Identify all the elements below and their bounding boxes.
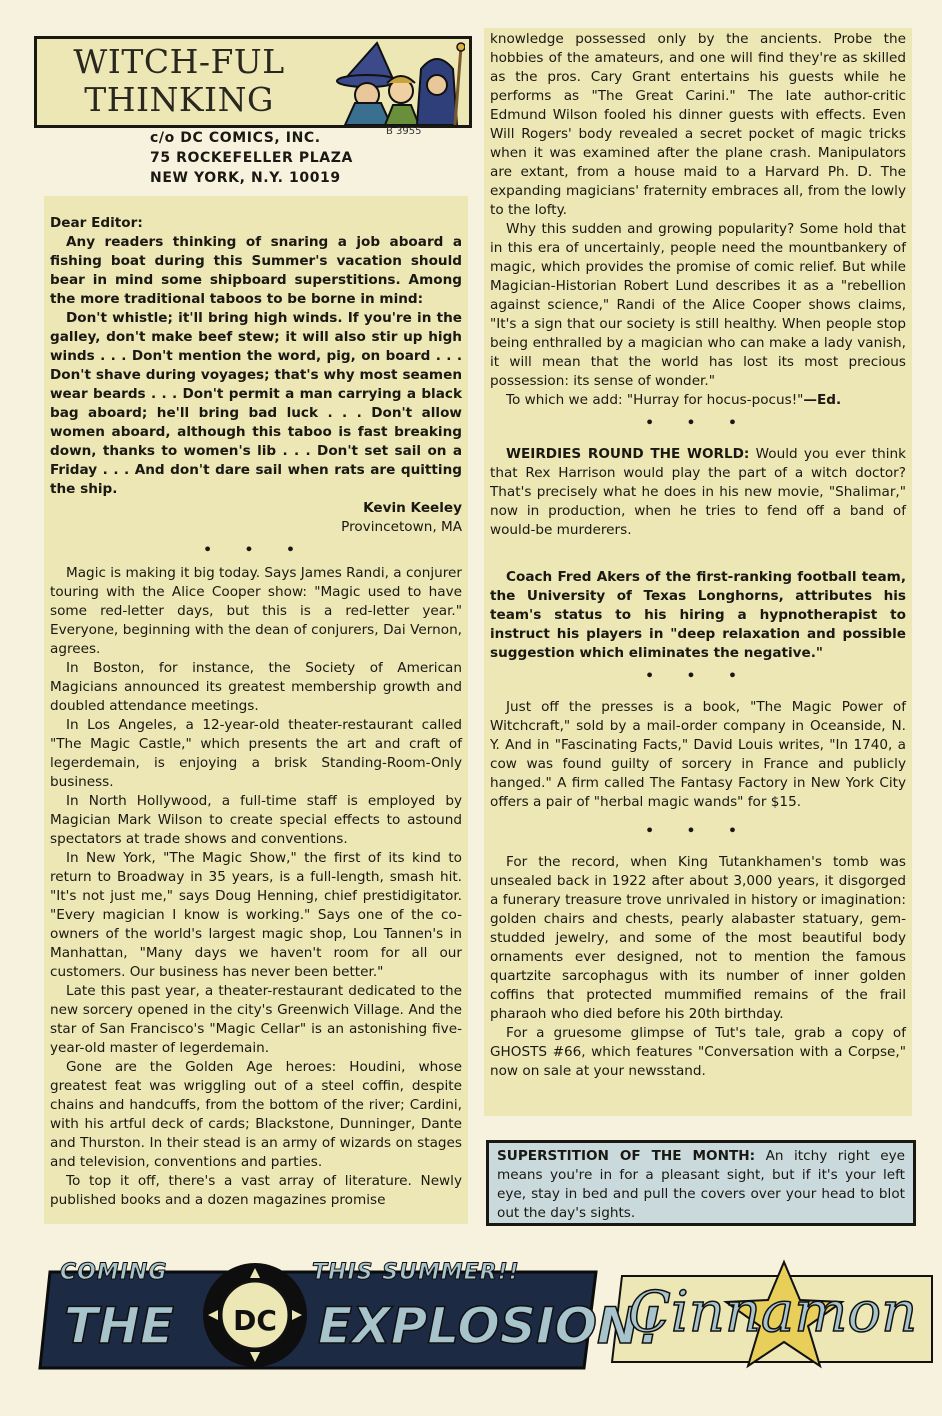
letter-paragraph: Don't whistle; it'll bring high winds. If you're in the galley, don't make beef stew; it will also stir up high winds . . . Don't mention the word, pig, on board . . . Don't shave during voyages; that's why most seamen wear beards . . . Don't permit a man carrying a black bag aboard; he'll bring bad luck . . . Don't allow women aboard, although this taboo is fast breaking down, thanks to women's lib . . . Don't set sail on a Friday . . . And don't dare sail when rats are quitting the ship. [50,310,462,497]
letter-paragraph: Any readers thinking of snaring a job aboard a fishing boat during this Summer's vacation should bear in mind some shipboard superstitions. Among the more traditional taboos to be borne in mind: [50,234,462,307]
cinnamon-text: Cinnamon [628,1280,918,1345]
editor-reply-text: To which we add: "Hurray for hocus-pocus!" [506,392,804,408]
article-paragraph: Gone are the Golden Age heroes: Houdini, whose greatest feat was wriggling out of a steel coffin, despite chains and handcuffs, from the bottom of the river; Cardini, with his artful deck of cards; Blackstone, Dunninger, Dante and Thurston. In their stead is an army of wizards on stages and television, conventions and parties. [50,1059,462,1170]
article-paragraph: knowledge possessed only by the ancients. Probe the hobbies of the amateurs, and one will find they're as skilled as the pros. Cary Grant entertains his guests while he performs as "The Great Carini." The late author-critic Edmund Wilson fooled his dinner guests with effects. Even Will Rogers' body revealed a secret pocket of magic tricks when it was examined after the plane crash. Manipulators are extant, from a house maid to a Harvard Ph. D. The expanding magicians' fraternity embraces all, from the lowly to the lofty. [490,31,906,218]
article-paragraph: Magic is making it big today. Says James Randi, a conjurer touring with the Alice Cooper show: "Magic used to have some red-letter days, but this is a red-letter year." Everyone, beginning with the dean of conjurers, Dai Vernon, agrees. [50,565,462,657]
title-line-2: THINKING [84,80,274,119]
article-paragraph: Just off the presses is a book, "The Magic Power of Witchcraft," sold by a mail-order company in Oceanside, N. Y. And in "Fascinating Facts," David Louis writes, "In 1740, a cow was found guilty of sorcery in France and publicly hanged." A firm called The Fantasy Factory in New York City offers a pair of "herbal magic wands" for $15. [490,699,906,810]
ad-this-summer: THIS SUMMER!! [312,1260,520,1285]
address-line-2: 75 ROCKEFELLER PLAZA [150,150,353,166]
title-line-1: WITCH-FUL [73,42,285,81]
article-paragraph: In New York, "The Magic Show," the first of its kind to return to Broadway in 35 years, is a full-length, smash hit. "It's not just me," says Doug Henning, chief prestidigitator. "Every magician I know is working." Says one of the co-owners of the world's largest magic shop, Lou Tannen's in Manhattan, "Many days we haven't room for all our customers. Our business has never been better." [50,850,462,980]
article-paragraph: In Boston, for instance, the Society of American Magicians announced its greatest membership growth and doubled attendance meetings. [50,660,462,714]
weirdies-heading: WEIRDIES ROUND THE WORLD: [506,446,750,462]
section-divider: • • • [203,542,309,558]
section-divider: • • • [645,415,751,431]
ad-coming: COMING [60,1260,168,1285]
cinnamon-logo [620,1276,942,1356]
superstition-text: An itchy right eye means you're in for a pleasant sight, but if it's your left eye, stay in bed and pull the covers over your head to blot out the day's sights. [497,1148,905,1221]
column-masthead [34,36,472,128]
section-divider: • • • [645,668,751,684]
left-column [44,196,468,1224]
article-paragraph: Why this sudden and growing popularity? Some hold that in this era of uncertainly, people need the mountbankery of magic, which provides the promise of comic relief. But while Magician-Historian Robert Lund describes it as a "rebellion against science," Randi of the Alice Cooper shows claims, "It's a sign that our society is still healthy. When people stop being enthralled by a magician who can make a lady vanish, it will mean that the world has lost its most precious possession: its sense of wonder." [490,221,906,389]
dc-explosion-ad [36,1252,936,1386]
article-paragraph: In Los Angeles, a 12-year-old theater-restaurant called "The Magic Castle," which presents the art and craft of legerdemain, is enjoying a brisk Standing-Room-Only business. [50,717,462,790]
address-line-3: NEW YORK, N.Y. 10019 [150,170,341,186]
article-paragraph: For the record, when King Tutankhamen's tomb was unsealed back in 1922 after about 3,000 years, it disgorged a funerary treasure trove unrivaled in history or imagination: golden chairs and chests, pearly alabaster statuary, gem-studded jewelry, and some of the most beautiful body ornaments ever designed, not to mention the famous quartzite sarcophagus with its number of inner golden coffins that protected mummified remains of the frail pharaoh who died before his 20th birthday. [490,854,906,1022]
superstition-heading: SUPERSTITION OF THE MONTH: [497,1148,756,1164]
section-divider: • • • [645,823,751,839]
ad-the: THE [64,1297,175,1355]
print-code: B 3955 [386,126,422,137]
address-line-1: c/o DC COMICS, INC. [150,130,321,146]
editor-reply [490,391,906,410]
superstition-of-the-month [486,1140,916,1226]
article-paragraph: To top it off, there's a vast array of literature. Newly published books and a dozen magazines promise [50,1173,462,1208]
dc-logo-text: DC [233,1304,277,1337]
right-column [484,28,912,1116]
ad-explosion: EXPLOSION! [318,1297,662,1355]
weirdies-text: Would you ever think that Rex Harrison would play the part of a witch doctor? That's precisely what he does in his new movie, "Shalimar," now in production, when he tries to fend off a band of would-be murderers. [490,446,906,538]
article-paragraph: Late this past year, a theater-restaurant dedicated to the new sorcery opened in the city's Greenwich Village. And the star of San Francisco's "Magic Cellar" is an astonishing five-year-old master of legerdemain. [50,983,462,1056]
witches-illustration [315,39,465,125]
weirdies-item [490,445,906,540]
letter-salutation: Dear Editor: [50,215,143,231]
editor-tag: —Ed. [803,392,842,408]
mailing-address [150,128,410,188]
letter-signature-place: Provincetown, MA [341,519,462,535]
article-paragraph: In North Hollywood, a full-time staff is employed by Magician Mark Wilson to create special effects to astound spectators at trade shows and conventions. [50,793,462,847]
column-title [49,43,309,119]
article-paragraph: For a gruesome glimpse of Tut's tale, grab a copy of GHOSTS #66, which features "Conversation with a Corpse," now on sale at your newsstand. [490,1025,906,1079]
coach-item: Coach Fred Akers of the first-ranking football team, the University of Texas Longhorns, attributes his team's status to his hiring a hypnotherapist to instruct his players in "deep relaxation and possible suggestion which eliminates the negative." [490,569,906,661]
letter-signature-name: Kevin Keeley [363,500,462,516]
